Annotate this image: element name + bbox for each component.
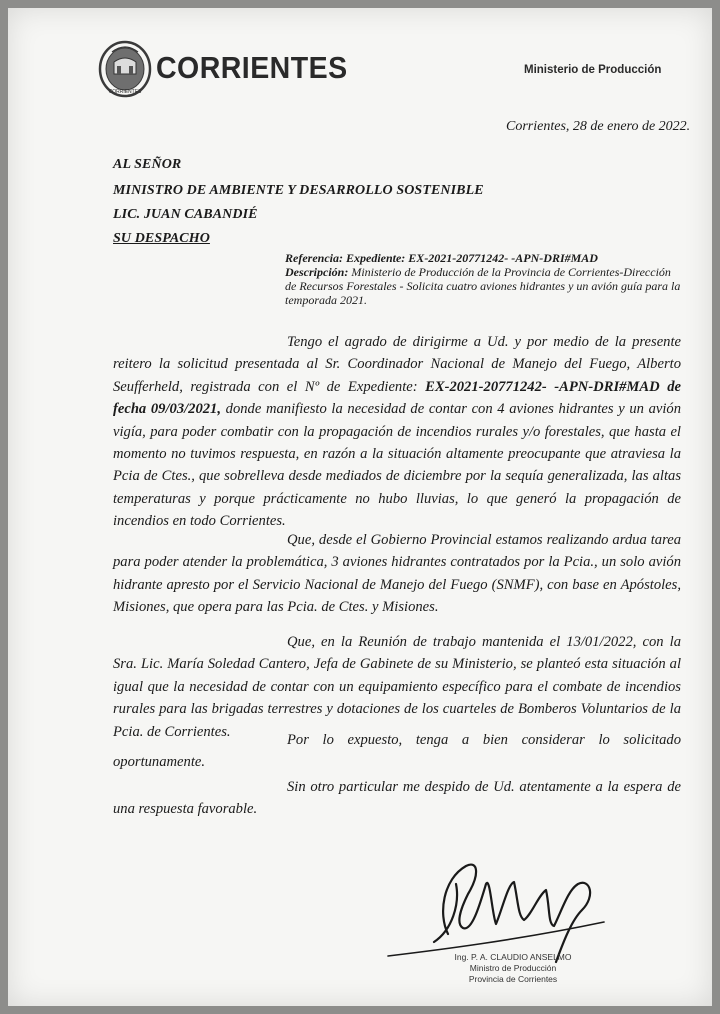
paragraph-5: Sin otro particular me despido de Ud. atentamente a la espera de una respuesta favorable. [113,779,681,818]
paragraph-4: Por lo expuesto, tenga a bien considerar lo solicitado oportunamente. [113,732,681,771]
reference-label: Referencia: [285,251,343,265]
paragraph-1-text-b: donde manifiesto la necesidad de contar con 4 aviones hidrantes y un avión vigía, para poder combatir con la propagación de incendios rurales y/o forestales, que hasta el momento no tuvimos respuesta, en razón a la situación altamente preocupante que atraviesa la Pcia de Ctes., que sobrelleva desde mediados de diciembre por la sequía generalizada, las altas temperaturas y porque prácticamente no hubo lluvias, lo que generó la propagación de incendios en todo Corrientes. [113,401,681,530]
svg-text:CORRIENTES: CORRIENTES [108,89,142,95]
addressee-line-1: AL SEÑOR [113,157,182,172]
date-line: Corrientes, 28 de enero de 2022. [506,119,691,134]
brand-title: CORRIENTES [156,50,348,85]
handwritten-signature [368,844,618,964]
ministry-header: Ministerio de Producción [524,64,662,76]
expediente-reference: EX-2021-20771242- -APN-DRI#MAD de fecha 09/03/2021, [113,378,681,418]
signatory-name: Ing. P. A. CLAUDIO ANSELMO [454,952,572,962]
addressee-line-2: MINISTRO DE AMBIENTE Y DESARROLLO SOSTENIBLE [113,183,484,198]
reference-line [285,251,685,265]
paragraph-2: Que, desde el Gobierno Provincial estamos realizando ardua tarea para poder atender la problemática, 3 aviones hidrantes contratados por la Pcia., un solo avión hidrante apresto por el Servicio Nacional de Manejo del Fuego (SNMF), con base en Apóstoles, Misiones, que opera para las Pcia. de Ctes. y Misiones. [113,532,681,616]
paragraph-1 [113,331,681,533]
signatory-province: Provincia de Corrientes [468,974,558,984]
addressee-line-4: SU DESPACHO [113,231,210,246]
signature-block [438,952,588,985]
reference-block [285,251,685,307]
description-line [285,265,685,307]
paragraph-1-text-a: Tengo el agrado de dirigirme a Ud. y por medio de la presente reitero la solicitud presentada al Sr. Coordinador Nacional de Manejo del Fuego, Alberto Seufferheld, registrada con el Nº de Expediente: [113,334,681,395]
signatory-title: Ministro de Producción [469,963,557,973]
province-seal-icon [98,40,152,98]
addressee-line-3: LIC. JUAN CABANDIÉ [113,207,258,222]
paragraph-3: Que, en la Reunión de trabajo mantenida el 13/01/2022, con la Sra. Lic. María Soledad Cantero, Jefa de Gabinete de su Ministerio, se planteó esta situación al igual que la necesidad de contar con un equipamiento específico para el combate de incendios rurales para las brigadas terrestres y dotaciones de los cuarteles de Bomberos Voluntarios de la Pcia. de Corrientes. [113,634,681,740]
description-label: Descripción: [285,265,349,279]
reference-value: Expediente: EX-2021-20771242- -APN-DRI#MAD [345,251,598,265]
letter-page [8,8,712,1006]
description-value: Ministerio de Producción de la Provincia de Corrientes-Dirección de Recursos Forestales - Solicita cuatro aviones hidrantes y un avión guía para la temporada 2021. [285,265,681,307]
